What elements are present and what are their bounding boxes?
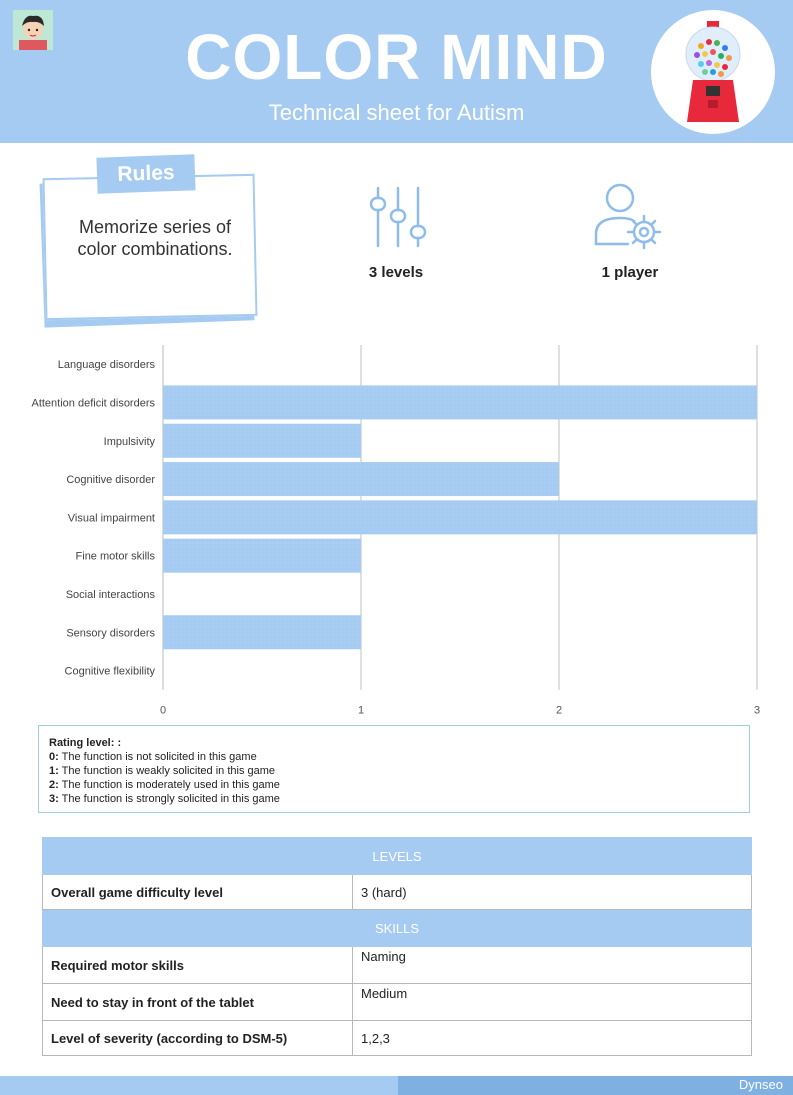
category-label: Sensory disorders <box>66 627 155 640</box>
bar-cognitive-disorder <box>163 462 559 496</box>
category-label: Fine motor skills <box>75 550 155 563</box>
motor-value: Naming <box>353 947 752 984</box>
players-label: 1 player <box>601 264 659 281</box>
severity-label: Level of severity (according to DSM-5) <box>43 1021 353 1056</box>
category-label: Impulsivity <box>103 435 155 448</box>
levels-header: LEVELS <box>43 838 752 875</box>
x-tick-label: 0 <box>159 704 167 717</box>
levels-label: 3 levels <box>368 264 424 281</box>
bar-chart <box>0 330 793 720</box>
difficulty-label: Overall game difficulty level <box>43 875 353 910</box>
category-label: Cognitive disorder <box>66 474 155 487</box>
header-banner <box>0 0 793 143</box>
x-tick-label: 3 <box>753 704 761 717</box>
category-label: Cognitive flexibility <box>64 665 155 678</box>
page-subtitle: Technical sheet for Autism <box>268 100 525 125</box>
category-label: Attention deficit disorders <box>31 397 155 410</box>
category-label: Social interactions <box>65 588 155 601</box>
bar-impulsivity <box>163 424 361 458</box>
category-label: Visual impairment <box>67 512 155 525</box>
skills-header: SKILLS <box>43 910 752 947</box>
sliders-icon <box>367 186 429 253</box>
user-gear-icon <box>592 182 664 255</box>
rules-text: Memorize series of color combinations. <box>77 217 233 259</box>
rating-legend <box>38 725 750 813</box>
table-row <box>43 984 752 1021</box>
rules-tag: Rules <box>96 154 195 193</box>
bar-sensory-disorders <box>163 615 361 649</box>
legend-item: 0: The function is not solicited in this game <box>49 751 257 763</box>
stay-value: Medium <box>353 984 752 1021</box>
difficulty-value: 3 (hard) <box>353 875 752 910</box>
category-label: Language disorders <box>57 359 155 372</box>
x-tick-label: 1 <box>357 704 365 717</box>
legend-item: 1: The function is weakly solicited in this game <box>49 765 276 777</box>
table-row <box>43 1021 752 1056</box>
stay-label: Need to stay in front of the tablet <box>43 984 353 1021</box>
legend-item: 2: The function is moderately used in this game <box>49 779 280 791</box>
gumball-machine-icon <box>651 10 775 134</box>
bar-fine-motor-skills <box>163 539 361 573</box>
motor-label: Required motor skills <box>43 947 353 984</box>
game-title: COLOR MIND <box>185 21 608 93</box>
bar-attention-deficit-disorders <box>163 385 757 419</box>
footer-bar-right <box>398 1076 793 1095</box>
severity-value: 1,2,3 <box>353 1021 752 1056</box>
bar-visual-impairment <box>163 500 757 534</box>
x-tick-label: 2 <box>555 704 563 717</box>
brand-logo: Dynseo <box>738 1077 783 1092</box>
legend-item: 3: The function is strongly solicited in this game <box>49 793 280 805</box>
table-row <box>43 875 752 910</box>
info-table <box>42 837 752 1056</box>
table-row <box>43 947 752 984</box>
footer-bar-left <box>0 1076 398 1095</box>
legend-title: Rating level: : <box>49 737 122 749</box>
